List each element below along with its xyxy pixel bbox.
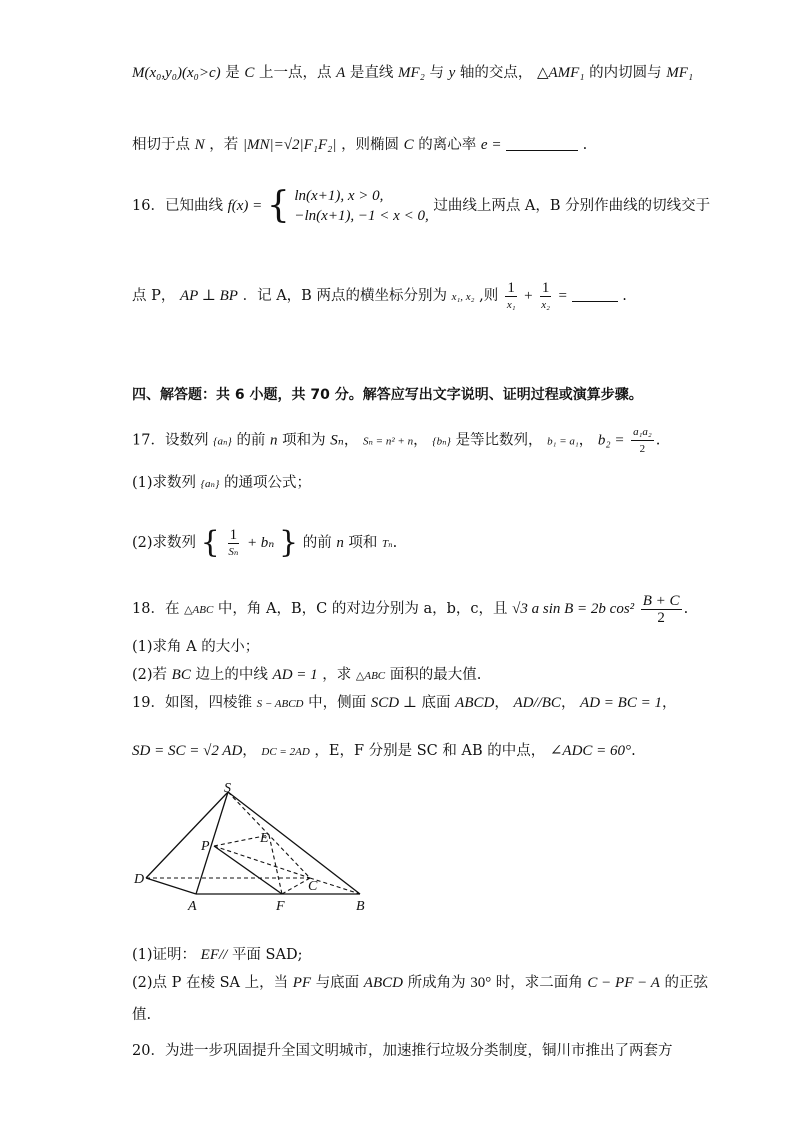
p18-stem: 18．在 △ABC 中，角 A，B，C 的对边分别为 a，b，c，且 √3 a sin B = 2b cos² $\frac{B + C}{2}$ . [132, 592, 689, 626]
label-C: C [308, 879, 318, 894]
label-B: B [356, 899, 365, 914]
fraction-1-over-Sn: $\frac{1}{\text{Sₙ}}$ [228, 526, 239, 558]
p19-stem1: 19．如图，四棱锥 S − ABCD 中，侧面 SCD ⊥ 底面 ABCD， AD//BC， AD = BC = 1， [132, 695, 677, 711]
p17-stem: 17．设数列 {aₙ} 的前 n 项和为 Sₙ， Sₙ = n² + n， {bₙ} 是等比数列， b₁ = a₁， b₂ = $\frac{\text{a₁a₂}}{2}$ . [132, 426, 661, 455]
label-D: D [134, 872, 145, 887]
p18-q1: (1)求角 A 的大小； [132, 639, 260, 655]
label-P: P [201, 839, 210, 854]
p18-q2: (2)若 BC 边上的中线 AD = 1 ，求 △ABC 面积的最大值. [132, 667, 482, 683]
fraction-1-x2: $\frac{1}{\text{x₂}}$ [541, 279, 550, 311]
segment-PC-hidden [214, 846, 310, 878]
p20-stem: 20．为进一步巩固提升全国文明城市，加速推行垃圾分类制度，铜川市推出了两套方 [132, 1043, 673, 1059]
piecewise-brace: { [266, 185, 290, 226]
segment-PF [214, 846, 282, 894]
condition-formula: |MN|=√2|F₁F₂| [242, 137, 337, 153]
edge-DA [146, 878, 196, 894]
edge-SB [228, 792, 360, 894]
label-S: S [224, 782, 231, 796]
p16-line2: 点 P， AP ⊥ BP ．记 A，B 两点的横坐标分别为 x₁, x₂ ,则 $\frac{1}{\text{x₁}}$ + $\frac{1}{\text{x₂}}$ = . [132, 279, 627, 311]
answer-blank-15 [506, 136, 578, 151]
p19-stem2: SD = SC = √2 AD， DC = 2AD ，E，F 分别是 SC 和 AB 的中点， ∠ADC = 60°. [132, 743, 636, 759]
fraction-a1a2-over-2: $\frac{\text{a₁a₂}}{2}$ [633, 426, 652, 455]
p15-line1: M(x₀,y₀)(x₀>c) 是 C 上一点，点 A 是直线 MF₂ 与 y 轴的交点， △AMF₁ 的内切圆与 MF₁ [132, 65, 694, 81]
point-m: M(x₀,y₀)(x₀>c) [132, 65, 221, 81]
piecewise-cases: ln(x+1), x > 0, −ln(x+1), −1 < x < 0, [294, 188, 429, 224]
label-E: E [260, 831, 269, 846]
answer-blank-16 [572, 287, 618, 302]
p17-q2: (2)求数列 { $\frac{1}{\text{Sₙ}}$ + bₙ } 的前 n 项和 Tₙ. [132, 525, 398, 560]
segment-FC-hidden [282, 878, 310, 894]
edge-CB-hidden [310, 878, 360, 894]
pyramid-figure [132, 782, 372, 914]
p15-line2: 相切于点 N ，若 |MN|=√2|F₁F₂| ，则椭圆 C 的离心率 e = . [132, 137, 588, 153]
p19-q2-line1: (2)点 P 在棱 SA 上，当 PF 与底面 ABCD 所成角为 30° 时，求二面角 C − PF − A 的正弦 [132, 975, 708, 991]
label-A: A [188, 899, 197, 914]
p16-line1: 16．已知曲线 f(x) = { ln(x+1), x > 0, −ln(x+1), −1 < x < 0, 过曲线上两点 A，B 分别作曲线的切线交于 [132, 185, 711, 226]
fraction-1-x1: $\frac{1}{\text{x₁}}$ [506, 279, 516, 311]
fraction-BplusC-over-2: $\frac{B + C}{2}$ [642, 592, 680, 626]
label-F: F [276, 899, 285, 914]
section-heading: 四、解答题：共 6 小题，共 70 分。解答应写出文字说明、证明过程或演算步骤。 [132, 387, 643, 403]
p19-q1: (1)证明： EF// 平面 SAD; [132, 947, 303, 963]
p19-q2-line2: 值. [132, 1007, 152, 1023]
edge-SD [146, 792, 228, 878]
p17-q1: (1)求数列 {aₙ} 的通项公式； [132, 475, 312, 491]
